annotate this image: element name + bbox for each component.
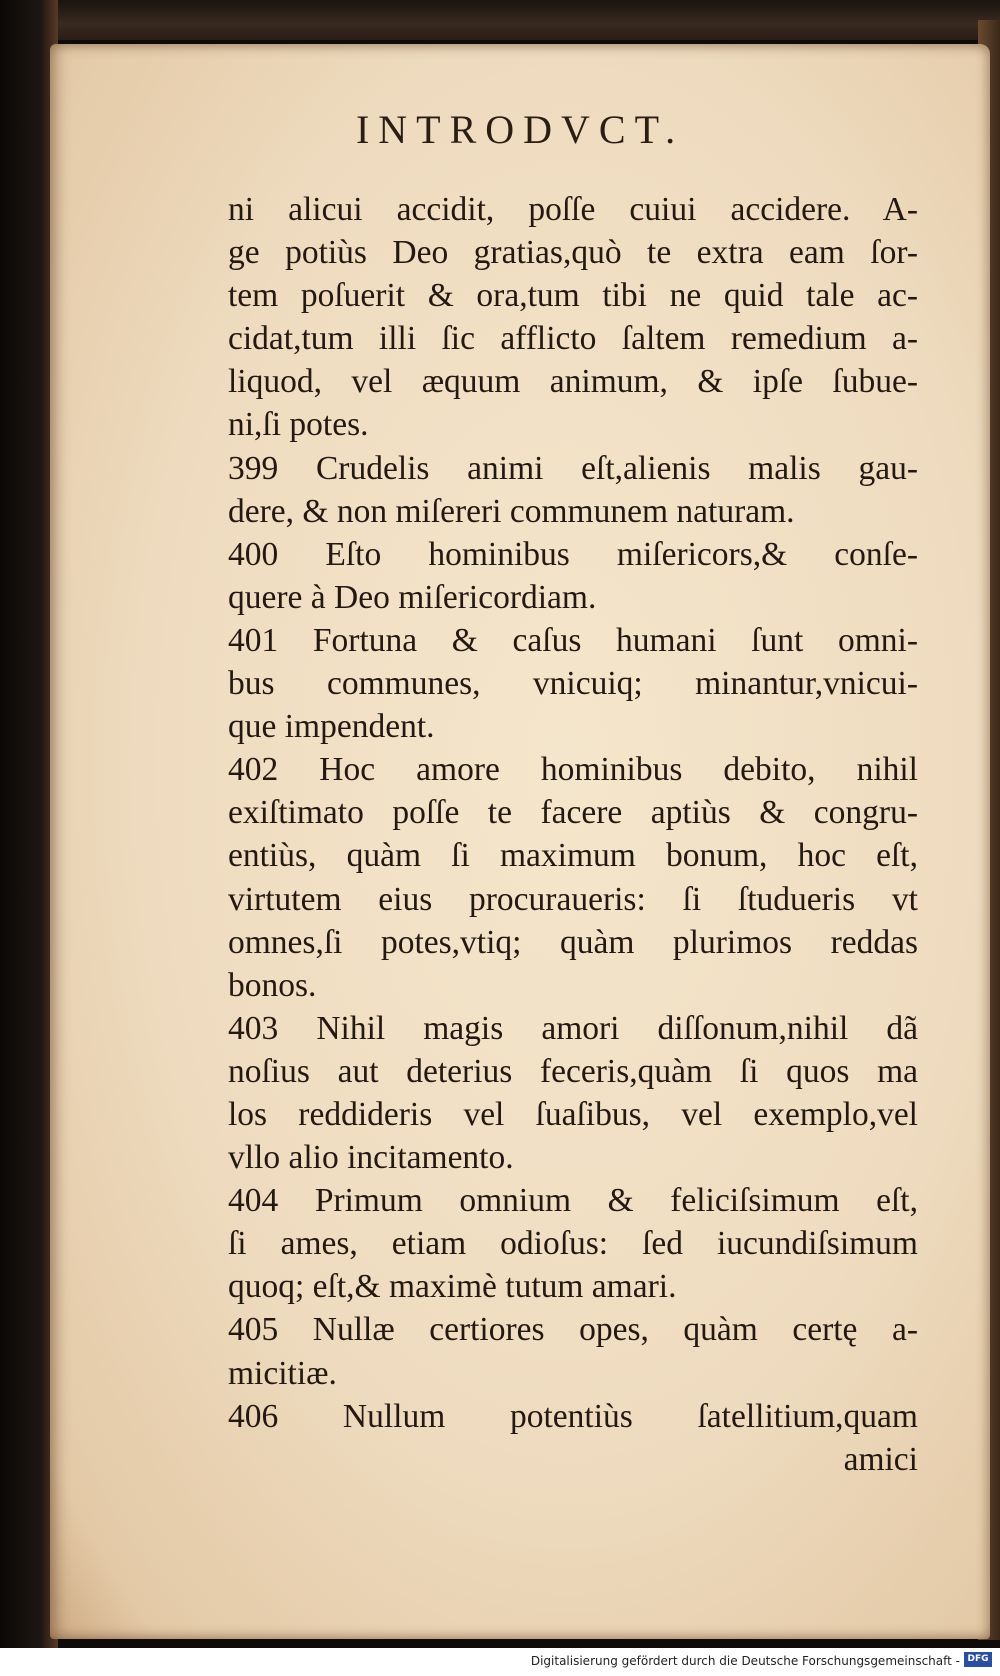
text-line: bus communes, vnicuiq; minantur,vnicui- (228, 665, 918, 703)
text-line: omnes,ſi potes,vtiq; quàm plurimos reddas (228, 923, 918, 961)
page-text (228, 188, 918, 1481)
text-line: exiſtimato poſſe te facere aptiùs & congru- (228, 794, 918, 832)
text-line: 406 Nullum potentiùs ſatellitium,quam (228, 1397, 918, 1435)
text-line: 401 Fortuna & caſus humani ſunt omni- (228, 621, 918, 659)
text-line: bonos. (228, 966, 317, 1004)
text-line: liquod, vel æquum animum, & ipſe ſubue- (228, 363, 918, 401)
text-line: ni,ſi potes. (228, 406, 369, 444)
text-line: 404 Primum omnium & feliciſsimum eſt, (228, 1182, 918, 1220)
text-line: quoq; eſt,& maximè tutum amari. (228, 1268, 677, 1306)
text-line: dere, & non miſereri communem naturam. (228, 492, 795, 530)
dfg-logo: DFG (964, 1652, 992, 1667)
text-line: los reddideris vel ſuaſibus, vel exemplo,vel (228, 1095, 918, 1133)
text-line: entiùs, quàm ſi maximum bonum, hoc eſt, (228, 837, 918, 875)
text-line: vllo alio incitamento. (228, 1139, 514, 1177)
text-line: tem poſuerit & ora,tum tibi ne quid tale ac- (228, 277, 918, 315)
text-line: 400 Eſto hominibus miſericors,& conſe- (228, 535, 918, 573)
text-line: 399 Crudelis animi eſt,alienis malis gau- (228, 449, 918, 487)
text-line: quere à Deo miſericordiam. (228, 578, 597, 616)
text-line: cidat,tum illi ſic afflicto ſaltem remedium a- (228, 320, 918, 358)
text-line: que impendent. (228, 708, 435, 746)
text-line: 402 Hoc amore hominibus debito, nihil (228, 751, 918, 789)
text-line: ni alicui accidit, poſſe cuiui accidere. A- (228, 191, 918, 228)
digitization-credit: Digitalisierung gefördert durch die Deutsche Forschungsgemeinschaft - (530, 1654, 960, 1668)
book-edge-top (0, 0, 1000, 40)
running-head: INTRODVCT. (355, 107, 685, 152)
text-line: virtutem eius procuraueris: ſi ſtudueris vt (228, 880, 918, 918)
text-line: 405 Nullæ certiores opes, quàm certę a- (228, 1311, 918, 1349)
text-line: micitiæ. (228, 1354, 337, 1392)
text-line: amici (843, 1440, 918, 1478)
text-line: noſius aut deterius feceris,quàm ſi quos ma (228, 1052, 918, 1090)
text-line: ſi ames, etiam odioſus: ſed iucundiſsimum (228, 1225, 918, 1263)
text-line: ge potiùs Deo gratias,quò te extra eam ſor- (228, 234, 918, 272)
text-line: 403 Nihil magis amori diſſonum,nihil dã (228, 1009, 918, 1047)
